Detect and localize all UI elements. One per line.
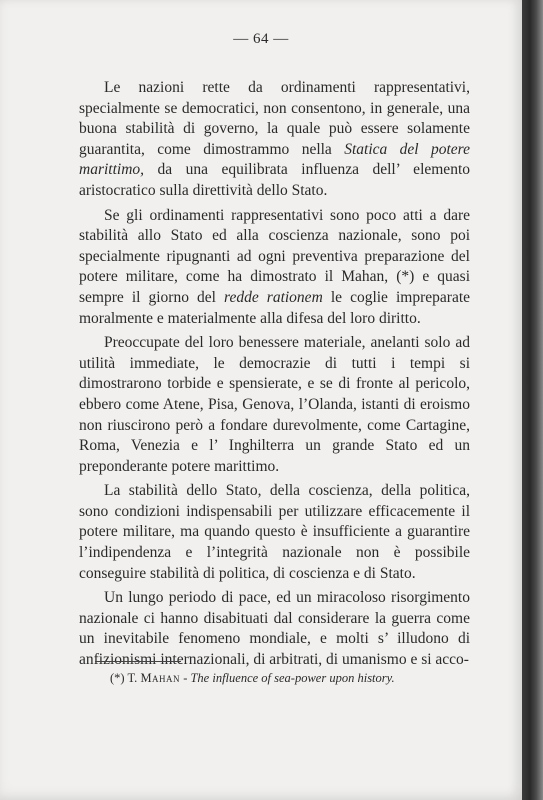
paragraph-4: La stabilità dello Stato, della coscienza, della politica, sono condizioni indispensabili per utilizzare efficacemente il potere militare, ma quando questo è insufficiente a guarantire l’indipendenza e l’integrità nazionale non è possibile conseguire stabilità di politica, di coscienza e di Stato. <box>79 482 470 582</box>
book-spine-edge <box>522 0 543 800</box>
paragraph-1-text-end: da una equilibrata influenza dell’ elemento aristocratico sulla direttività dello Stato. <box>79 161 470 199</box>
footnote <box>110 670 470 686</box>
footnote-author: Mahan <box>140 671 181 685</box>
paragraph-3: Preoccupate del loro benessere materiale, anelanti solo ad utilità immediate, le democrazie di tutti i tempi si dimostrarono torbide e spensierate, e se di fronte al pericolo, ebbero come Atene, Pisa, Genova, l’Olanda, istanti di eroismo non riuscirono però a fondare durevolmente, come Cartagine, Roma, Venezia e l’ Inghilterra un grande Stato ed un preponderante potere marittimo. <box>79 334 470 475</box>
footnote-title: The influence of sea-power upon history. <box>190 671 395 685</box>
paragraph-2 <box>79 206 470 330</box>
footnote-marker: (*) T. <box>110 671 141 685</box>
footnote-rule <box>95 661 181 662</box>
paragraph-2-text: Se gli ordinamenti rappresentativi sono poco atti a dare stabilità allo Stato ed alla coscienza nazionale, sono poi specialmente ripugnanti ad ogni preventiva preparazione del potere militare, come ha dimostrato il Mahan, (*) e quasi sempre il giorno del <box>79 206 470 306</box>
page-number: — 64 — <box>233 31 289 47</box>
footnote-separator: - <box>180 671 191 685</box>
paragraph-5: Un lungo periodo di pace, ed un miracoloso risorgimento nazionale ci hanno disabituati dal considerare la guerra come un inevitabile fenomeno mondiale, e molti s’ illudono di anfizionismi internazionali, di arbitrati, di umanismo e si acco- <box>79 589 470 669</box>
body-text <box>79 78 470 675</box>
paragraph-2-italic: redde rationem <box>224 288 323 306</box>
paragraph-1-italic: Statica del potere marittimo, <box>79 140 470 179</box>
paragraph-1-text: Le nazioni rette da ordinamenti rappresentativi, specialmente se democratici, non consentono, in generale, una buona stabilità di governo, la quale può essere solamente guarantita, come dimostrammo nella <box>79 79 470 158</box>
paragraph-1 <box>79 78 470 202</box>
paragraph-2-text-end: le coglie impreparate moralmente e materialmente alla difesa del loro diritto. <box>79 288 471 327</box>
